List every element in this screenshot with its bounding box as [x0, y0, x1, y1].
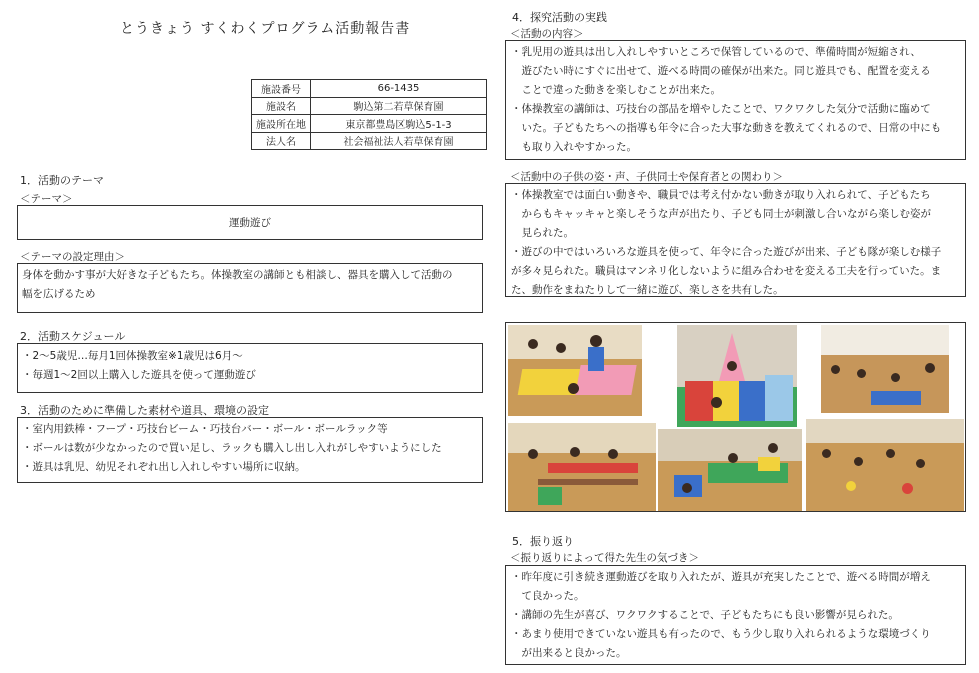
section2-heading: 2．活動スケジュール: [20, 330, 126, 343]
activity-photo: [508, 423, 656, 511]
activity-photo-collage: [505, 322, 966, 512]
children-line: ・遊びの中ではいろいろな遊具を使って、年令に合った遊びが出来、子ども隊が楽しむ様子: [511, 246, 942, 258]
reason-line: 幅を広げるため: [22, 288, 96, 300]
content-line: ことで違った動きを楽しむことが出来た。: [511, 84, 721, 96]
content-line: ・乳児用の遊具は出し入れしやすいところで保管しているので、準備時間が短縮され、: [511, 46, 921, 58]
table-row: [252, 97, 487, 115]
children-label: ＜活動中の子供の姿・声、子供同士や保育者との関わり＞: [510, 171, 783, 183]
schedule-line: ・毎週1～2回以上購入した遊具を使って運動遊び: [22, 369, 256, 381]
facility-address-value: 東京都豊島区駒込5-1-3: [311, 115, 487, 133]
content-line: ・体操教室の講師は、巧技台の部品を増やしたことで、ワクワクした気分で活動に臨めて: [511, 103, 931, 115]
theme-label: ＜テーマ＞: [20, 193, 73, 205]
reflection-line: が出来ると良かった。: [511, 647, 627, 659]
children-line: からもキャッキャと楽しそうな声が出たり、子ども同士が刺激し合いながら楽しむ姿が: [511, 208, 931, 220]
corporation-name-label: 法人名: [252, 132, 311, 150]
section5-heading: 5．振り返り: [512, 535, 574, 548]
schedule-box: [17, 343, 483, 393]
children-line: 見られた。: [511, 227, 574, 239]
table-row: [252, 115, 487, 133]
reflection-line: ・昨年度に引き続き運動遊びを取り入れたが、遊具が充実したことで、遊べる時間が増え: [511, 571, 931, 583]
content-line: も取り入れやすかった。: [511, 141, 637, 153]
reason-line: 身体を動かす事が大好きな子どもたち。体操教室の講師とも相談し、器具を購入して活動の: [22, 269, 453, 281]
theme-reason-label: ＜テーマの設定理由＞: [20, 251, 125, 263]
section1-heading: 1．活動のテーマ: [20, 174, 104, 187]
theme-reason-box: [17, 263, 483, 313]
facility-number-label: 施設番号: [252, 80, 311, 98]
facility-name-value: 駒込第二若草保育園: [311, 97, 487, 115]
theme-text: 運動遊び: [229, 217, 271, 229]
content-line: いた。子どもたちへの指導も年令に合った大事な動きを教えてくれるので、日常の中にも: [511, 122, 942, 134]
activity-photo: [677, 325, 797, 427]
children-line: が多々見られた。職員はマンネリ化しないように組み合わせを変える工夫を行っていた。ま: [511, 265, 942, 277]
children-box: [505, 183, 966, 297]
activity-photo: [821, 325, 949, 413]
facility-info-table: [251, 79, 487, 150]
activity-photo: [806, 419, 964, 511]
content-line: 遊びたい時にすぐに出せて、遊べる時間の確保が出来た。同じ遊具でも、配置を変える: [511, 65, 931, 77]
facility-name-label: 施設名: [252, 97, 311, 115]
activity-photo: [508, 325, 642, 416]
document-title: とうきょう すくわくプログラム活動報告書: [120, 21, 411, 37]
activity-content-box: [505, 40, 966, 160]
materials-line: ・室内用鉄棒・フープ・巧技台ビーム・巧技台バー・ボール・ボールラック等: [22, 423, 388, 435]
reflection-line: ・あまり使用できていない遊具も有ったので、もう少し取り入れられるような環境づくり: [511, 628, 931, 640]
facility-address-label: 施設所在地: [252, 115, 311, 133]
reflection-line: て良かった。: [511, 590, 585, 602]
activity-photo: [658, 429, 802, 511]
reflection-label: ＜振り返りによって得た先生の気づき＞: [510, 552, 699, 564]
table-row: [252, 132, 487, 150]
materials-line: ・遊具は乳児、幼児それぞれ出し入れしやすい場所に収納。: [22, 461, 306, 473]
activity-content-label: ＜活動の内容＞: [510, 28, 584, 40]
children-line: ・体操教室では面白い動きや、職員では考え付かない動きが取り入れられて、子どもたち: [511, 189, 931, 201]
theme-box: [17, 205, 483, 240]
children-line: た、動作をまねたりして一緒に遊び、楽しさを共有した。: [511, 284, 784, 296]
materials-box: [17, 417, 483, 483]
reflection-line: ・講師の先生が喜び、ワクワクすることで、子どもたちにも良い影響が見られた。: [511, 609, 899, 621]
corporation-name-value: 社会福祉法人若草保育園: [311, 132, 487, 150]
table-row: [252, 80, 487, 98]
materials-line: ・ボールは数が少なかったので買い足し、ラックも購入し出し入れがしやすいようにした: [22, 442, 442, 454]
schedule-line: ・2～5歳児…毎月1回体操教室※1歳児は6月～: [22, 350, 243, 362]
section4-heading: 4．探究活動の実践: [512, 11, 607, 24]
section3-heading: 3．活動のために準備した素材や道具、環境の設定: [20, 404, 269, 417]
reflection-box: [505, 565, 966, 665]
facility-number-value: 66-1435: [311, 80, 487, 98]
